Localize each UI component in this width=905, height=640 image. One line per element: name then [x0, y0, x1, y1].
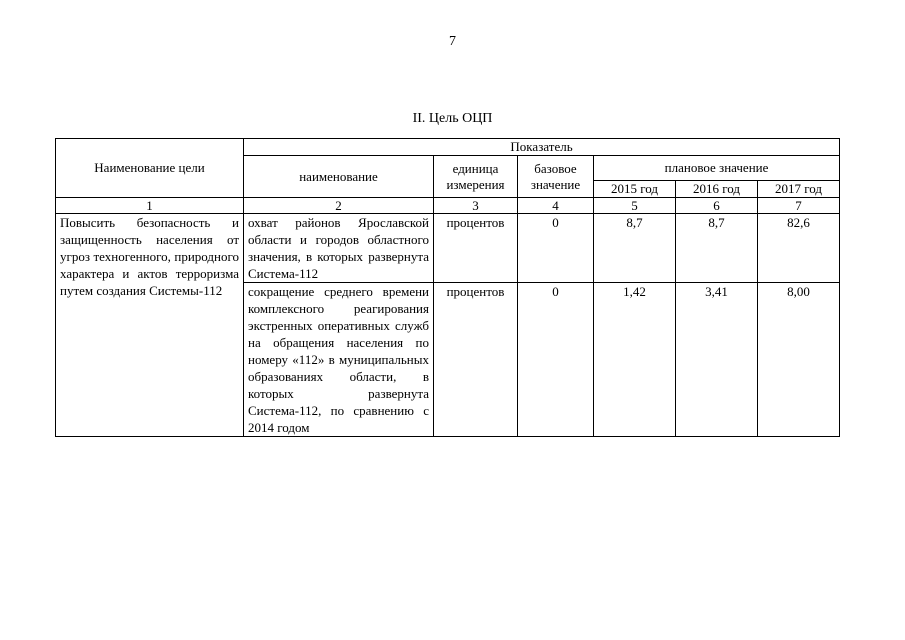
column-number: 2: [244, 198, 434, 214]
header-goal-name: Наименование цели: [56, 139, 244, 198]
table-row: [56, 214, 840, 283]
header-unit: единица измерения: [434, 156, 518, 198]
column-number: 7: [758, 198, 840, 214]
column-number: 3: [434, 198, 518, 214]
header-year-2016: 2016 год: [676, 181, 758, 198]
goal-indicators-table: [55, 138, 840, 437]
header-year-2015: 2015 год: [594, 181, 676, 198]
indicator-unit: процентов: [434, 283, 518, 437]
indicator-value-2016: 8,7: [676, 214, 758, 283]
column-number-row: [56, 198, 840, 214]
indicator-name: охват районов Ярославской области и городов областного значения, в которых развернута Система-112: [244, 214, 434, 283]
column-number: 5: [594, 198, 676, 214]
indicator-base: 0: [518, 283, 594, 437]
column-number: 6: [676, 198, 758, 214]
indicator-value-2015: 1,42: [594, 283, 676, 437]
indicator-value-2017: 82,6: [758, 214, 840, 283]
header-base: базовое значение: [518, 156, 594, 198]
indicator-value-2015: 8,7: [594, 214, 676, 283]
header-planned: плановое значение: [594, 156, 840, 181]
indicator-value-2016: 3,41: [676, 283, 758, 437]
column-number: 1: [56, 198, 244, 214]
header-name: наименование: [244, 156, 434, 198]
column-number: 4: [518, 198, 594, 214]
section-title: II. Цель ОЦП: [412, 111, 493, 126]
header-indicator: Показатель: [244, 139, 840, 156]
indicator-value-2017: 8,00: [758, 283, 840, 437]
goal-cell: Повысить безопасность и защищенность населения от угроз техногенного, природного характера и актов терроризма путем создания Системы-112: [56, 214, 244, 437]
page-number: 7: [449, 34, 456, 49]
indicator-name: сокращение среднего времени комплексного реагирования экстренных оперативных служб на обращения населения по номеру «112» в муниципальных образованиях области, в которых развернута Система-112, по сравнению с 2014 годом: [244, 283, 434, 437]
header-row-1: [56, 139, 840, 156]
header-year-2017: 2017 год: [758, 181, 840, 198]
indicator-base: 0: [518, 214, 594, 283]
indicator-unit: процентов: [434, 214, 518, 283]
